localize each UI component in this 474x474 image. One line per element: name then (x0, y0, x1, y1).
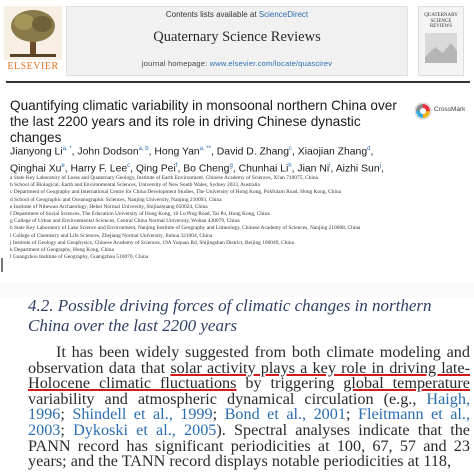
affiliation-item: d School of Geographic and Oceanographic Sciences, Nanjing University, Nanjing 210093, China (10, 196, 222, 203)
homepage-prefix: journal homepage: (141, 59, 208, 68)
highlighted-phrase: solar activity plays a key role in driving late-Holocene climatic fluctuations (28, 358, 471, 393)
citation-link[interactable]: Shindell et al., 1999 (72, 405, 213, 424)
citation-link[interactable]: Haigh, 1996 (28, 389, 470, 424)
author-affil-marks[interactable]: f (175, 163, 178, 170)
citation-link[interactable]: Dykoski et al., 2005 (73, 420, 217, 439)
author-name[interactable]: Qing Pei (135, 163, 176, 175)
affiliation-item: e Institute of Nihewan Archaeology, Hebei Normal University, Shijiazhuang 050024, China (10, 203, 208, 210)
body-paragraph (28, 345, 470, 470)
author-name[interactable]: John Dodson (77, 146, 139, 158)
author-affil-marks[interactable]: a, * (62, 146, 72, 152)
author-affil-marks[interactable]: e (61, 163, 65, 170)
cover-image-icon (419, 29, 463, 69)
journal-title: Quaternary Science Reviews (153, 29, 321, 45)
citation-separator: ; (212, 405, 225, 424)
article-title: Quantifying climatic variability in monsoonal northern China over the last 2200 years and its role in driving Chinese dynastic changes (10, 98, 397, 145)
citation-separator: ; (60, 405, 73, 424)
author-line: Jianyong $Li^{a, *}$, John Dodson$^{a, b}$, Hong Yan$^{a, **}$, David D. Zhang$^c$, Xiaojian Zhang$^d$, (10, 146, 374, 158)
elsevier-tree-icon (4, 6, 62, 60)
contents-prefix: Contents lists available at (165, 10, 257, 19)
crossmark-badge[interactable] (414, 100, 470, 124)
cover-thumbnail (418, 6, 464, 76)
publisher-name: ELSEVIER (7, 61, 59, 72)
affiliation-list (10, 175, 470, 261)
affiliation-item: a State Key Laboratory of Loess and Quaternary Geology, Institute of Earth Environment, Chinese Academy of Sciences, Xi'an 710075, China (10, 175, 318, 181)
author-name[interactable]: Jianyong Li (10, 146, 63, 158)
crossmark-label: CrossMark (434, 106, 466, 113)
author-name[interactable]: David D. Zhang (216, 146, 289, 158)
contents-line (67, 10, 407, 19)
author-name[interactable]: Jian Ni (297, 163, 330, 175)
homepage-line (67, 59, 407, 68)
affiliation-item: b School of Biological, Earth and Environmental Sciences, University of New South Wales, Sydney 2033, Australia (10, 182, 260, 189)
body-text: ). Spectral analyses indicate that the PANN record has significant periodicities at 100, 67, 57 and 23 years; and the TANN record displays notable periodicities at 118, (28, 420, 470, 471)
author-affil-marks[interactable]: d (367, 146, 371, 152)
citation-separator: ; (345, 405, 358, 424)
affiliation-item: c Department of Geography and International Centre for China Development Studies, The University of Hong Kong, Pokfulam Road, Hong Kong, China (10, 189, 342, 196)
affiliation-item: i College of Chemistry and Life Sciences, Zhejiang Normal University, Jinhua 321004, China (10, 232, 213, 239)
citation-link[interactable]: Bond et al., 2001 (224, 405, 346, 424)
author-name[interactable]: Harry F. Lee (70, 163, 128, 175)
page-gap (0, 283, 474, 297)
author-affil-marks[interactable]: a, ** (199, 146, 212, 152)
journal-header (0, 0, 474, 80)
sciencedirect-link[interactable]: ScienceDirect (258, 10, 309, 19)
affiliation-item: k Department of Geography, Hong Kong, China (10, 247, 114, 254)
homepage-link[interactable]: www.elsevier.com/locate/quascirev (209, 59, 333, 68)
author-name[interactable]: Chunhai Li (238, 163, 289, 175)
margin-marker (1, 258, 3, 272)
highlighted-phrase: global temperature (343, 374, 470, 393)
affiliation-item: h State Key Laboratory of Lake Science and Environment, Nanjing Institute of Geography and Limnology, Chinese Academy of Sciences, Nanjing 210008, China (10, 225, 361, 232)
citation-link[interactable]: Fleitmann et al., 2003 (28, 405, 471, 439)
author-name[interactable]: Bo Cheng (183, 163, 230, 175)
affiliation-item: l Guangzhou Institute of Geography, Guangzhou 510070, China (10, 254, 149, 261)
author-affil-marks[interactable]: j (379, 163, 381, 170)
body-text: variability and atmospheric dynamical circulation (e.g., (28, 389, 427, 408)
citation-separator: ; (60, 420, 74, 439)
author-line: Qinghai Xu$^e$, Harry F. Lee$^c$, Qing Pei$^f$, Bo Cheng$^g$, Chunhai Li$^h$, Jian Ni$^i$, Aizhi Sun$^j$, (10, 163, 384, 175)
body-text: by triggering (236, 374, 344, 393)
author-affil-marks[interactable]: g (229, 163, 233, 170)
journal-cover[interactable] (410, 6, 470, 74)
elsevier-logo[interactable] (4, 6, 62, 74)
affiliation-item: j Institute of Geology and Geophysics, Chinese Academy of Sciences, 19A Yuquan Rd, Shijingshan District, Beijing 100049, China (10, 239, 294, 246)
crossmark-icon (414, 102, 432, 120)
author-name[interactable]: Qinghai Xu (10, 163, 62, 175)
journal-banner (66, 6, 408, 76)
section-heading: 4.2. Possible driving forces of climatic changes in northern China over the last 2200 years (28, 296, 432, 335)
author-affil-marks[interactable]: i (329, 163, 331, 170)
author-name[interactable]: Hong Yan (154, 146, 200, 158)
header-rule (6, 81, 470, 83)
author-name[interactable]: Xiaojian Zhang (297, 146, 368, 158)
author-affil-marks[interactable]: h (288, 163, 292, 170)
cover-title: QUATERNARY SCIENCE REVIEWS (424, 13, 458, 29)
author-list (10, 142, 470, 177)
body-text: It has been widely suggested from both climate modeling and observation data that (28, 343, 470, 377)
author-affil-marks[interactable]: c (289, 146, 292, 152)
author-name[interactable]: Aizhi Sun (335, 163, 380, 175)
affiliation-item: f Department of Social Sciences, The Education University of Hong Kong, 10 Lo Ping Road, Tai Po, Hong Kong, China (10, 211, 270, 218)
author-affil-marks[interactable]: a, b (138, 146, 149, 152)
affiliation-item: g College of Urban and Environmental Sciences, Central China Normal University, Wuhan 430079, China (10, 218, 240, 225)
author-affil-marks[interactable]: c (127, 163, 131, 170)
